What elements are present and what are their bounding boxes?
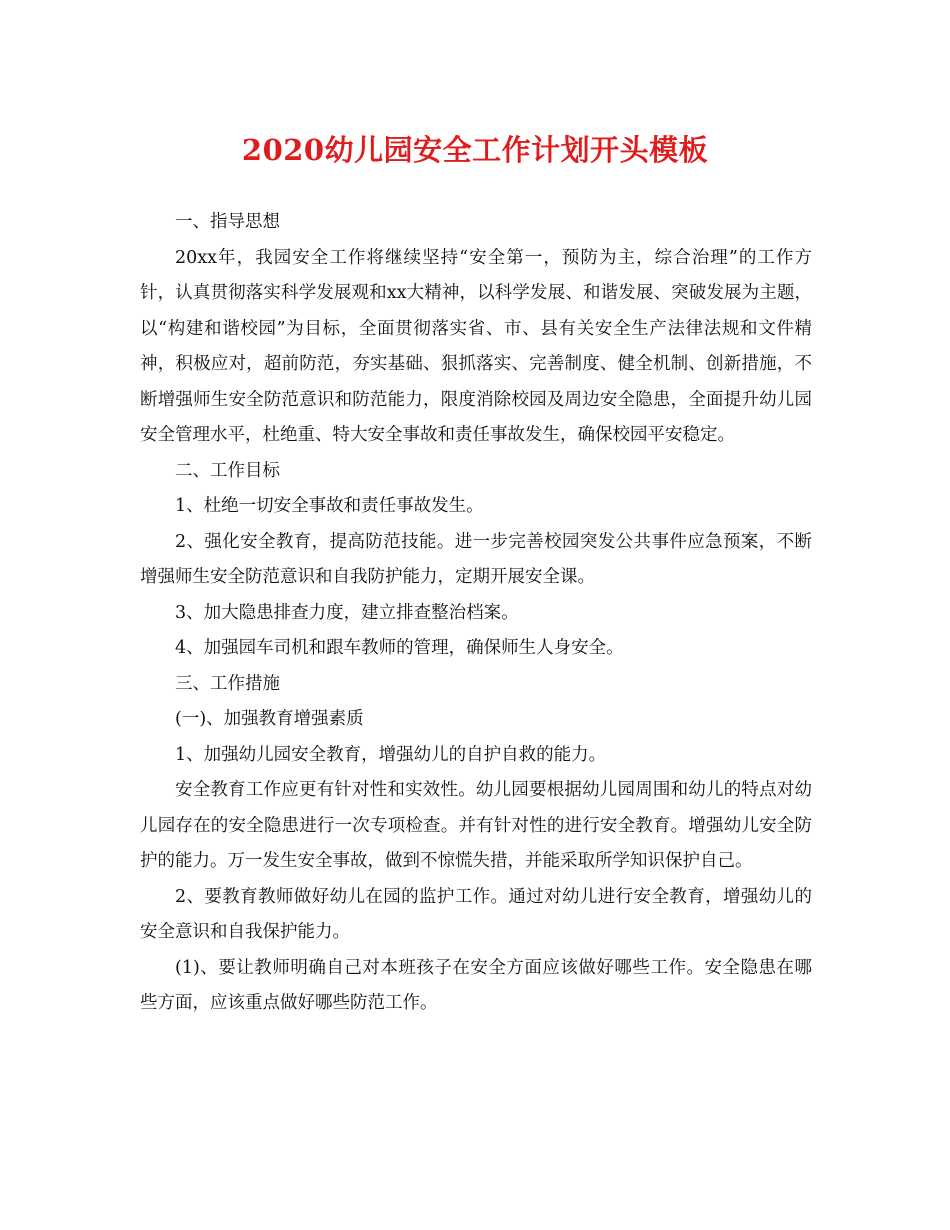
section-heading-guiding-ideology: 一、指导思想 — [175, 212, 280, 232]
goal-item-3: 3、加大隐患排查力度，建立排查整治档案。 — [175, 602, 519, 623]
section-heading-work-goals: 二、工作目标 — [175, 460, 280, 481]
goal-item-2: 2、强化安全教育，提高防范技能。进一步完善校园突发公共事件应急预案，不断增强师生安全防范意识和自我防护能力，定期开展安全课。 — [140, 531, 812, 587]
goal-item-4: 4、加强园车司机和跟车教师的管理，确保师生人身安全。 — [175, 638, 624, 658]
paragraph-safety-education: 安全教育工作应更有针对性和实效性。幼儿园要根据幼儿园周围和幼儿的特点对幼儿园存在的安全隐患进行一次专项检查。并有针对性的进行安全教育。增强幼儿安全防护的能力。万一发生安全事故，做到不惊慌失措，并能采取所学知识保护自己。 — [140, 780, 812, 871]
paragraph-guiding-ideology: 20xx年，我园安全工作将继续坚持“安全第一，预防为主，综合治理”的工作方针，认真贯彻落实科学发展观和xx大精神，以科学发展、和谐发展、突破发展为主题，以“构建和谐校园”为目标，全面贯彻落实省、市、县有关安全生产法律法规和文件精神，积极应对，超前防范，夯实基础、狠抓落实、完善制度、健全机制、创新措施，不断增强师生安全防范意识和防范能力，限度消除校园及周边安全隐患，全面提升幼儿园安全管理水平，杜绝重、特大安全事故和责任事故发生，确保校园平安稳定。 — [140, 247, 812, 445]
subsection-heading-education: (一)、加强教育增强素质 — [175, 709, 364, 729]
measure-item-1: 1、加强幼儿园安全教育，增强幼儿的自护自救的能力。 — [175, 744, 607, 765]
measure-subitem-1: (1)、要让教师明确自己对本班孩子在安全方面应该做好哪些工作。安全隐患在哪些方面，应该重点做好哪些防范工作。 — [140, 957, 812, 1013]
document-body — [140, 205, 812, 1022]
goal-item-1: 1、杜绝一切安全事故和责任事故发生。 — [175, 496, 484, 516]
section-heading-work-measures: 三、工作措施 — [175, 673, 280, 694]
document-title: 2020幼儿园安全工作计划开头模板 — [241, 133, 709, 167]
measure-item-2: 2、要教育教师做好幼儿在园的监护工作。通过对幼儿进行安全教育，增强幼儿的安全意识和自我保护能力。 — [140, 886, 812, 942]
